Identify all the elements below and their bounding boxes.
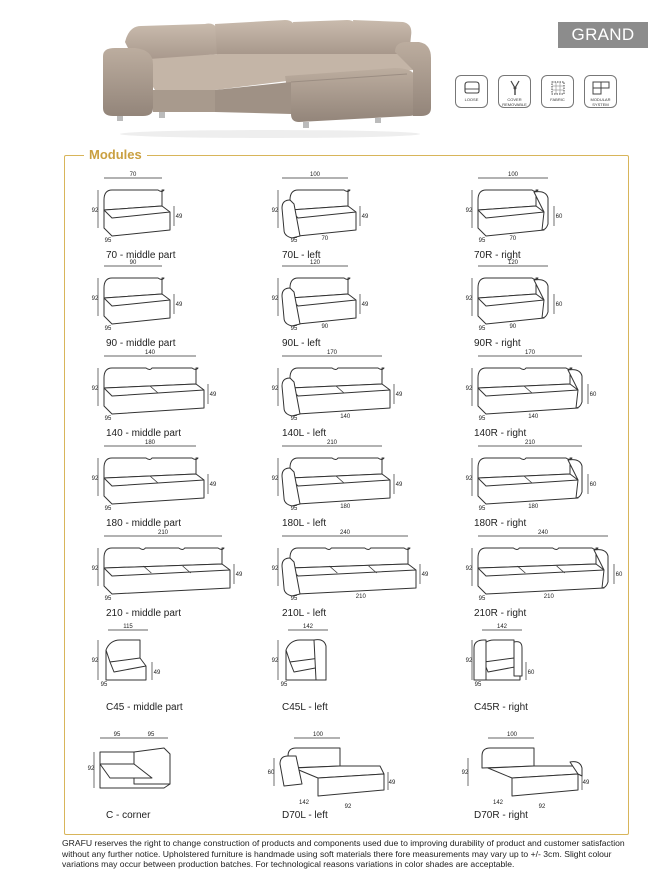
- module-caption: 90 - middle part: [106, 338, 176, 349]
- module-card: [268, 530, 448, 624]
- armrest-shape: [474, 640, 486, 680]
- side-label: 95: [290, 596, 298, 602]
- chaise-front-shape: [512, 774, 578, 796]
- side-label: 95: [478, 326, 486, 332]
- side-label: 95: [104, 326, 112, 332]
- depth-label: 92: [87, 766, 95, 772]
- depth-label: 92: [91, 208, 99, 214]
- width-label: 100: [309, 172, 321, 178]
- bottom-label: 180: [528, 504, 539, 510]
- width-label: 120: [507, 260, 519, 266]
- bottom-label: 180: [340, 504, 351, 510]
- width-label: 90: [129, 260, 137, 266]
- armrest-shape: [314, 640, 326, 680]
- module-caption: 210L - left: [282, 608, 327, 619]
- height-label: 49: [361, 214, 369, 220]
- module-drawing: [462, 260, 642, 334]
- side-label: 95: [104, 416, 112, 422]
- depth-label: 92: [465, 296, 473, 302]
- width-label: 120: [309, 260, 321, 266]
- height-label: 49: [395, 482, 403, 488]
- module-drawing: [88, 260, 268, 334]
- depth-label: 92: [465, 566, 473, 572]
- side-label: 95: [478, 506, 486, 512]
- side-label: 142: [298, 800, 310, 806]
- depth-label: 92: [465, 386, 473, 392]
- module-drawing: [462, 350, 642, 424]
- depth-label: 92: [271, 566, 279, 572]
- bottom-label: 90: [509, 324, 517, 330]
- width-label: 100: [506, 732, 518, 738]
- feature-label: LOOSE: [464, 97, 479, 102]
- module-drawing: [462, 624, 642, 698]
- depth-label: 60: [267, 770, 275, 776]
- side-label: 95: [100, 682, 108, 688]
- module-card: [88, 260, 268, 354]
- module-drawing: [268, 624, 448, 698]
- module-caption: 90L - left: [282, 338, 321, 349]
- module-caption: D70R - right: [474, 810, 528, 821]
- module-card: [268, 172, 448, 266]
- width-label: 95: [147, 732, 155, 738]
- module-drawing: [268, 440, 448, 514]
- depth-label: 92: [91, 476, 99, 482]
- module-caption: 210 - middle part: [106, 608, 182, 619]
- depth-label: 92: [91, 296, 99, 302]
- side-label: 95: [290, 416, 298, 422]
- width-label: 240: [339, 530, 351, 536]
- height-label: 49: [395, 392, 403, 398]
- depth-label: 92: [271, 296, 279, 302]
- feature-loose: [455, 75, 488, 108]
- model-name-badge: GRAND: [558, 22, 648, 48]
- width-label: 210: [157, 530, 169, 536]
- module-caption: 70R - right: [474, 250, 521, 261]
- width-label: 70: [129, 172, 137, 178]
- side-label: 95: [478, 596, 486, 602]
- section-title: Modules: [84, 147, 147, 162]
- height-label: 49: [582, 780, 590, 786]
- bottom-label: 210: [543, 594, 554, 600]
- depth-label: 92: [271, 208, 279, 214]
- module-drawing: [88, 624, 268, 698]
- height-label: 60: [527, 670, 535, 676]
- sofa-photo: [95, 12, 445, 140]
- module-drawing: [88, 350, 268, 424]
- module-drawing: [462, 440, 642, 514]
- side-label: 95: [104, 506, 112, 512]
- height-label: 60: [555, 302, 563, 308]
- module-drawing: [461, 732, 642, 810]
- module-caption: 70 - middle part: [106, 250, 176, 261]
- height-label: 49: [388, 780, 396, 786]
- module-caption: 140 - middle part: [106, 428, 182, 439]
- height-label: 60: [555, 214, 563, 220]
- width-label: 100: [507, 172, 519, 178]
- module-drawing: [462, 172, 642, 246]
- bottom-label: 92: [538, 804, 546, 810]
- side-label: 95: [290, 326, 298, 332]
- module-drawing: [268, 260, 448, 334]
- side-label: 95: [290, 238, 298, 244]
- height-label: 49: [175, 214, 183, 220]
- width-label: 210: [524, 440, 536, 446]
- module-drawing: [267, 732, 448, 810]
- modular-system-icon: [591, 79, 611, 97]
- disclaimer-text: GRAFU reserves the right to change construction of products and components used due to improving durability of product and customer satisfaction without any further notice. Upholstered furniture is handmade using soft materials there fore measurements may vary up to +/- 3cm. Slight colour variations may occur between production batches. For technological reasons variations in color shades are acceptable.: [62, 838, 625, 870]
- width-label: 140: [144, 350, 156, 356]
- module-card: [267, 732, 448, 826]
- module-card: [462, 172, 642, 266]
- module-drawing: [88, 172, 268, 246]
- side-label: 142: [492, 800, 504, 806]
- height-label: 60: [615, 572, 623, 578]
- bottom-label: 90: [321, 324, 329, 330]
- module-drawing: [268, 172, 448, 246]
- module-card: [268, 440, 448, 534]
- module-card: [88, 440, 268, 534]
- feature-icons: [455, 75, 617, 108]
- bottom-label: 70: [321, 236, 329, 242]
- height-label: 49: [235, 572, 243, 578]
- module-card: [462, 440, 642, 534]
- module-drawing: [88, 530, 268, 604]
- height-label: 49: [209, 392, 217, 398]
- height-label: 60: [589, 482, 597, 488]
- feature-modular-system: [584, 75, 617, 108]
- bottom-label: 140: [340, 414, 351, 420]
- height-label: 49: [421, 572, 429, 578]
- side-label: 95: [290, 506, 298, 512]
- module-caption: 180R - right: [474, 518, 527, 529]
- width-label: 142: [302, 624, 314, 630]
- module-caption: 140R - right: [474, 428, 527, 439]
- depth-label: 92: [91, 658, 99, 664]
- depth-label: 92: [461, 770, 469, 776]
- depth-label: 92: [271, 658, 279, 664]
- depth-label: 92: [91, 386, 99, 392]
- module-caption: C - corner: [106, 810, 151, 821]
- backrest-shape: [482, 748, 534, 768]
- module-card: [461, 732, 642, 826]
- module-caption: 70L - left: [282, 250, 321, 261]
- depth-label: 92: [271, 386, 279, 392]
- depth-label: 92: [465, 208, 473, 214]
- side-label: 95: [104, 238, 112, 244]
- depth-label: 92: [465, 658, 473, 664]
- module-card: [462, 530, 642, 624]
- module-drawing: [88, 440, 268, 514]
- module-card: [268, 260, 448, 354]
- loose-cushion-icon: [462, 79, 482, 97]
- module-card: [268, 350, 448, 444]
- module-card: [88, 624, 268, 718]
- side-label: 95: [478, 416, 486, 422]
- module-card: [88, 172, 268, 266]
- module-drawing: [87, 732, 268, 806]
- width-label: 180: [144, 440, 156, 446]
- cover-removable-icon: [505, 79, 525, 97]
- module-card: [268, 624, 448, 718]
- module-drawing: [462, 530, 642, 604]
- width-label: 100: [312, 732, 324, 738]
- feature-label: MODULAR SYSTEM: [590, 97, 611, 107]
- module-caption: C45L - left: [282, 702, 328, 713]
- height-label: 60: [589, 392, 597, 398]
- bottom-label: 92: [344, 804, 352, 810]
- module-caption: D70L - left: [282, 810, 328, 821]
- module-caption: 210R - right: [474, 608, 527, 619]
- height-label: 49: [361, 302, 369, 308]
- feature-label: COVER REMOVABLE: [502, 97, 527, 107]
- width-label: 115: [123, 624, 133, 630]
- module-card: [462, 624, 642, 718]
- bottom-label: 210: [355, 594, 366, 600]
- module-caption: 140L - left: [282, 428, 327, 439]
- bottom-label: 70: [509, 236, 517, 242]
- side-label: 95: [478, 238, 486, 244]
- depth-label: 92: [91, 566, 99, 572]
- height-label: 49: [175, 302, 183, 308]
- depth-label: 92: [271, 476, 279, 482]
- side-label: 95: [474, 682, 482, 688]
- module-drawing: [268, 350, 448, 424]
- width-label: 142: [496, 624, 508, 630]
- module-card: [87, 732, 268, 826]
- feature-fabric: [541, 75, 574, 108]
- side-label: 95: [104, 596, 112, 602]
- module-card: [462, 260, 642, 354]
- backrest-shape: [100, 752, 134, 764]
- fabric-icon: [548, 79, 568, 97]
- width-label: 210: [326, 440, 338, 446]
- module-caption: C45 - middle part: [106, 702, 183, 713]
- module-card: [462, 350, 642, 444]
- width-label: 170: [524, 350, 536, 356]
- width-label: 240: [537, 530, 549, 536]
- module-card: [88, 530, 268, 624]
- side-label: 95: [280, 682, 288, 688]
- module-caption: 180L - left: [282, 518, 327, 529]
- width-label: 170: [326, 350, 338, 356]
- module-caption: 90R - right: [474, 338, 521, 349]
- feature-label: FABRIC: [550, 97, 565, 102]
- height-label: 49: [209, 482, 217, 488]
- width-label: 95: [113, 732, 121, 738]
- feature-cover-removable: [498, 75, 531, 108]
- module-caption: 180 - middle part: [106, 518, 182, 529]
- armrest-shape: [514, 642, 522, 676]
- height-label: 49: [153, 670, 161, 676]
- depth-label: 92: [465, 476, 473, 482]
- module-caption: C45R - right: [474, 702, 528, 713]
- chaise-front-shape: [318, 774, 384, 796]
- module-card: [88, 350, 268, 444]
- bottom-label: 140: [528, 414, 539, 420]
- backrest-shape: [134, 748, 170, 784]
- module-drawing: [268, 530, 448, 604]
